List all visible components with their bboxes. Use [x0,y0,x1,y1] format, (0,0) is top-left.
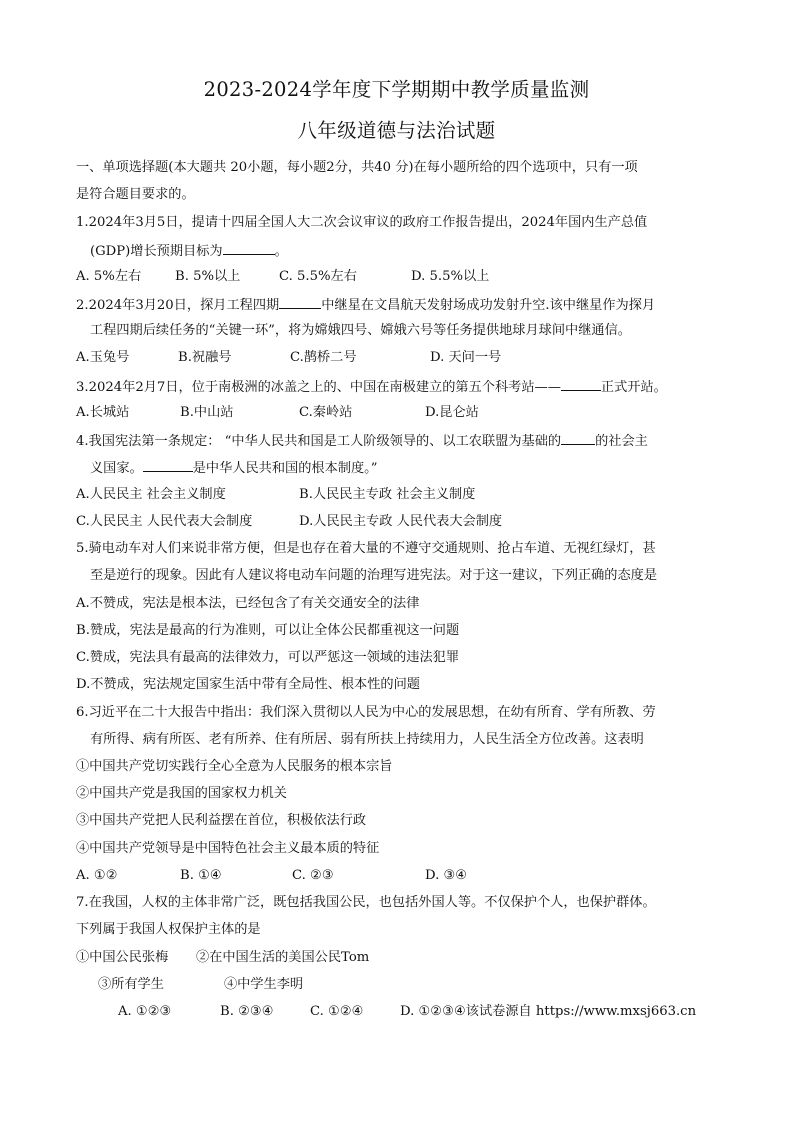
statement-4: ④中学生李明 [224,977,304,992]
question-4-text-cont [90,457,378,479]
question-4-stem-2: 义国家。 [90,461,143,476]
question-2-options [0,348,793,368]
statement-1: ①中国公民张梅 [76,950,169,965]
question-4-options-row1 [0,485,793,505]
question-5-text: 5.骑电动车对人们来说非常方便，但是也存在着大量的不遵守交通规则、抢占车道、无视红绿灯，甚 [76,541,656,556]
option-d: D. 天问一号 [430,350,502,365]
option-d: D. 5.5%以上 [411,269,490,284]
question-7-items-row2 [0,975,793,995]
question-2-stem: 2.2024年3月20日，探月工程四期 [76,298,280,313]
statement-2: ②中国共产党是我国的国家权力机关 [76,786,287,801]
statement-4: ④中国共产党领导是中国特色社会主义最本质的特征 [76,841,380,856]
question-1-text: 1.2024年3月5日，提请十四届全国人大二次会议审议的政府工作报告提出，2024年国内生产总值 [76,215,648,230]
answer-blank [561,376,601,391]
option-b: B. 5%以上 [175,269,241,284]
option-c: C. ①②④ [310,1004,364,1019]
question-1-text-cont [90,240,288,262]
option-b: B.赞成，宪法是最高的行为准则，可以让全体公民都重视这一问题 [76,623,460,638]
question-4-stem-cont: 的社会主 [595,434,648,449]
option-d: D.昆仑站 [425,405,479,420]
option-d: D.人民民主专政 人民代表大会制度 [299,514,503,529]
answer-blank [561,430,595,445]
question-5-text-cont: 至是逆行的现象。因此有人建议将电动车问题的治理写进宪法。对于这一建议，下列正确的态度是 [90,568,658,583]
option-b: B.中山站 [180,405,234,420]
question-7-options [0,1002,793,1022]
statement-2: ②在中国生活的美国公民Tom [196,950,370,965]
option-c: C.秦岭站 [299,405,353,420]
question-4-stem: 4.我国宪法第一条规定： “中华人民共和国是工人阶级领导的、以工农联盟为基础的 [76,434,562,449]
exam-subtitle: 八年级道德与法治试题 [297,119,496,142]
question-3-text [76,376,667,398]
option-d-with-source: D. ①②③④该试卷源自 https://www.mxsj663.cn [400,1004,697,1019]
question-1-stem: (GDP)增长预期目标为 [90,244,223,259]
option-c: C. 5.5%左右 [279,269,357,284]
option-b: B.祝融号 [178,350,232,365]
option-a: A.长城站 [76,405,130,420]
option-a: A.人民民主 社会主义制度 [76,487,226,502]
option-c: C. ②③ [292,868,334,883]
question-2-text [76,294,655,316]
answer-blank [279,294,321,309]
question-4-text [76,430,648,452]
option-a: A.不赞成，宪法是根本法，已经包含了有关交通安全的法律 [76,596,420,611]
question-3-stem: 3.2024年2月7日，位于南极洲的冰盖之上的、中国在南极建立的第五个科考站—— [76,380,561,395]
option-d: D.不赞成，宪法规定国家生活中带有全局性、根本性的问题 [76,677,420,692]
option-d: D. ③④ [425,868,468,883]
question-3-options [0,403,793,423]
option-a: A. ①② [76,868,118,883]
exam-title: 2023-2024学年度下学期期中教学质量监测 [203,78,590,101]
question-6-text-cont: 有所得、病有所医、老有所养、住有所居、弱有所扶上持续用力，人民生活全方位改善。这表明 [90,732,644,747]
statement-3: ③中国共产党把人民利益摆在首位，积极依法行政 [76,813,367,828]
option-c: C.鹊桥二号 [290,350,357,365]
section-instructions: 一、单项选择题(本大题共 20小题，每小题2分，共40 分)在每小题所给的四个选项中，只有一项 [76,160,638,175]
answer-blank [223,240,275,255]
question-2-text-cont: 工程四期后续任务的“关键一环”，将为嫦娥四号、嫦娥六号等任务提供地球月球间中继通信。 [90,323,631,338]
option-b: B. ②③④ [220,1004,274,1019]
question-6-options [0,866,793,886]
statement-3: ③所有学生 [98,977,164,992]
question-3-stem-cont: 正式开站。 [600,380,667,395]
answer-blank [143,457,193,472]
option-b: B.人民民主专政 社会主义制度 [299,487,476,502]
question-7-text: 7.在我国，人权的主体非常广泛，既包括我国公民，也包括外国人等。不仅保护个人，也保护群体。 [76,895,656,910]
option-c: C.人民民主 人民代表大会制度 [76,514,253,529]
option-a: A. 5%左右 [76,269,142,284]
question-6-text: 6.习近平在二十大报告中指出：我们深入贯彻以人民为中心的发展思想，在幼有所育、学有所教、劳 [76,705,656,720]
option-b: B. ①④ [180,868,222,883]
section-instructions-cont: 是符合题目要求的。 [76,187,195,202]
question-4-options-row2 [0,512,793,532]
question-1-options [0,267,793,287]
option-a: A. ①②③ [118,1004,172,1019]
question-1-punct: 。 [274,244,288,259]
question-7-items-row1 [0,948,793,968]
question-4-stem-3: 是中华人民共和国的根本制度。” [192,461,378,476]
question-2-stem-cont: 中继星在文昌航天发射场成功发射升空.该中继星作为探月 [321,298,656,313]
option-c: C.赞成，宪法具有最高的法律效力，可以严惩这一领域的违法犯罪 [76,650,460,665]
statement-1: ①中国共产党切实践行全心全意为人民服务的根本宗旨 [76,759,393,774]
question-7-text-cont: 下列属于我国人权保护主体的是 [76,922,261,937]
option-a: A.玉兔号 [76,350,130,365]
